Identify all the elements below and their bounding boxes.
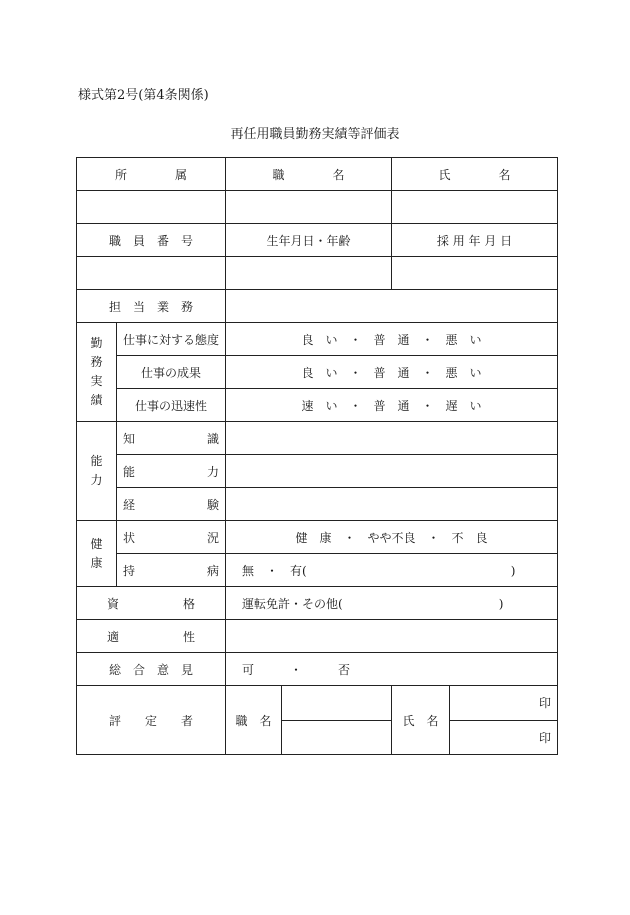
evaluator-seal-1[interactable]: 印: [450, 686, 558, 721]
hire-date-header: 採 用 年 月 日: [392, 224, 558, 257]
name-field[interactable]: [392, 191, 558, 224]
ability-group-label: 能 力: [77, 422, 117, 521]
hire-date-field[interactable]: [392, 257, 558, 290]
experience-label: 経 験: [117, 488, 226, 521]
work-record-group-label: 勤 務 実 績: [77, 323, 117, 422]
form-title: 再任用職員勤務実績等評価表: [230, 127, 400, 142]
birthdate-age-header: 生年月日・年齢: [226, 224, 392, 257]
table-row: [77, 257, 558, 290]
table-row: [77, 686, 558, 721]
aptitude-label: 適 性: [77, 620, 226, 653]
table-row: [77, 191, 558, 224]
duties-label: 担 当 業 務: [77, 290, 226, 323]
form-number: 様式第2号(第4条関係): [78, 88, 209, 103]
chronic-illness-field[interactable]: 無 ・ 有( ): [226, 554, 558, 587]
birthdate-age-field[interactable]: [226, 257, 392, 290]
table-row: [77, 356, 558, 389]
table-row: [77, 455, 558, 488]
table-row: [77, 389, 558, 422]
health-group-label: 健 康: [77, 521, 117, 587]
evaluator-name-label: 氏 名: [392, 686, 450, 755]
health-condition-label: 状 況: [117, 521, 226, 554]
work-result-label: 仕事の成果: [117, 356, 226, 389]
job-title-header: 職 名: [226, 158, 392, 191]
aptitude-field[interactable]: [226, 620, 558, 653]
evaluator-seal-2[interactable]: 印: [450, 720, 558, 755]
evaluator-job-title-field-2[interactable]: [282, 720, 392, 755]
health-condition-rating[interactable]: 健 康 ・ やや不良 ・ 不 良: [226, 521, 558, 554]
employee-number-header: 職 員 番 号: [77, 224, 226, 257]
table-row: [77, 554, 558, 587]
capability-field[interactable]: [226, 455, 558, 488]
employee-number-field[interactable]: [77, 257, 226, 290]
work-speed-label: 仕事の迅速性: [117, 389, 226, 422]
table-row: [77, 653, 558, 686]
affiliation-header: 所 属: [77, 158, 226, 191]
evaluator-job-title-field-1[interactable]: [282, 686, 392, 721]
duties-field[interactable]: [226, 290, 558, 323]
chronic-illness-label: 持 病: [117, 554, 226, 587]
knowledge-field[interactable]: [226, 422, 558, 455]
table-row: [77, 521, 558, 554]
qualification-label: 資 格: [77, 587, 226, 620]
table-row: [77, 488, 558, 521]
table-row: [77, 158, 558, 191]
table-row: [77, 587, 558, 620]
experience-field[interactable]: [226, 488, 558, 521]
evaluator-label: 評 定 者: [77, 686, 226, 755]
qualification-field[interactable]: 運転免許・その他( ): [226, 587, 558, 620]
work-speed-rating[interactable]: 速 い ・ 普 通 ・ 遅 い: [226, 389, 558, 422]
work-attitude-label: 仕事に対する態度: [117, 323, 226, 356]
table-row: [77, 290, 558, 323]
evaluation-form-table: [76, 157, 558, 755]
knowledge-label: 知 識: [117, 422, 226, 455]
overall-opinion-choice[interactable]: 可 ・ 否: [226, 653, 558, 686]
table-row: [77, 620, 558, 653]
work-result-rating[interactable]: 良 い ・ 普 通 ・ 悪 い: [226, 356, 558, 389]
work-attitude-rating[interactable]: 良 い ・ 普 通 ・ 悪 い: [226, 323, 558, 356]
table-row: [77, 224, 558, 257]
overall-opinion-label: 総 合 意 見: [77, 653, 226, 686]
job-title-field[interactable]: [226, 191, 392, 224]
name-header: 氏 名: [392, 158, 558, 191]
evaluator-job-title-label: 職 名: [226, 686, 282, 755]
table-row: [77, 422, 558, 455]
table-row: [77, 323, 558, 356]
affiliation-field[interactable]: [77, 191, 226, 224]
capability-label: 能 力: [117, 455, 226, 488]
